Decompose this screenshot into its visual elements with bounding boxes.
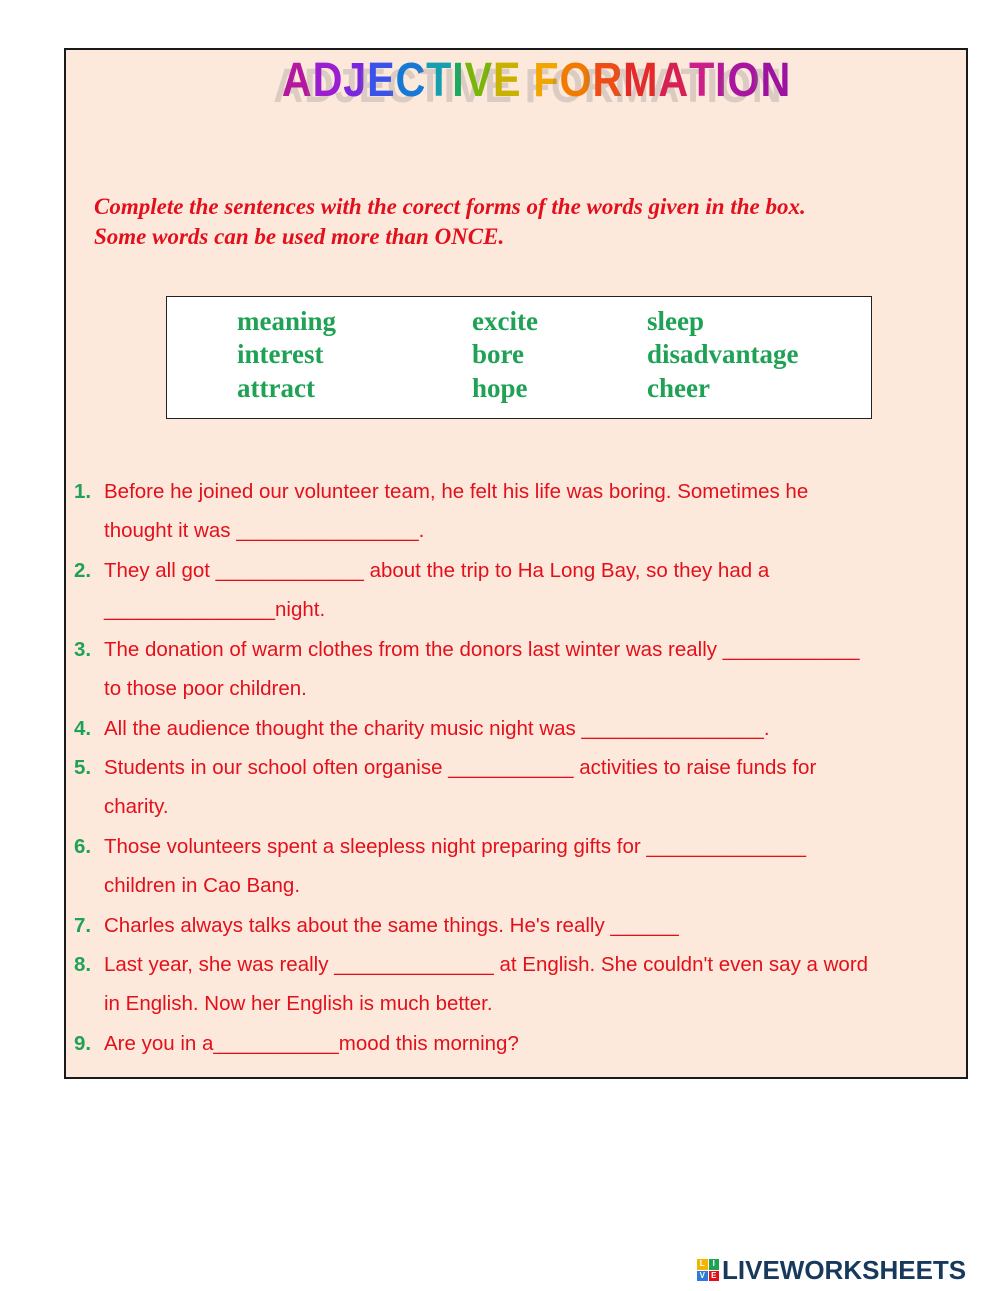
question-text: Students in our school often organise ___________ activities to raise funds for [104,756,817,779]
title-letter: T [689,54,716,107]
logo-square: E [709,1271,720,1282]
word-item: sleep [647,306,704,336]
title-letter: C [395,54,427,107]
word-item: excite [472,306,538,336]
title-letter: I [715,54,728,107]
question-text: The donation of warm clothes from the donors last winter was really ____________ [104,638,860,661]
title-letter: T [426,54,453,107]
question-number: 2. [74,559,92,582]
page-title [134,52,908,110]
title-letter: M [623,54,659,107]
word-box [166,296,872,419]
question-text: charity. [104,795,169,818]
question-number: 9. [74,1032,92,1055]
question-text: _______________night. [104,598,326,621]
question-text: Last year, she was really ______________ at English. She couldn't even say a word [104,953,869,976]
word-item: hope [472,373,528,403]
brand-text: LIVEWORKSHEETS [722,1254,967,1285]
title-letter: E [492,54,522,107]
instructions [94,192,934,252]
title-letter: I [452,54,465,107]
question-text: in English. Now her English is much better. [104,992,493,1015]
title-letter: R [592,54,624,107]
question-text: They all got _____________ about the trip to Ha Long Bay, so they had a [104,559,770,582]
word-item: cheer [647,373,710,403]
logo-square: L [697,1259,708,1270]
liveworksheets-logo-icon [697,1259,719,1281]
question-number: 5. [74,756,92,779]
title-letter: N [760,54,792,107]
question-text: Those volunteers spent a sleepless night preparing gifts for ______________ [104,835,807,858]
title-letter: E [367,54,396,107]
logo-square: I [709,1259,720,1270]
title-letter: O [727,54,761,107]
worksheet-panel [64,48,968,1079]
title-letter: J [343,54,368,107]
question-number: 8. [74,953,92,976]
title-letter: F [533,54,560,107]
logo-square: V [697,1271,708,1282]
word-item: bore [472,339,524,369]
question-text: to those poor children. [104,677,307,700]
question-text: Charles always talks about the same things. He's really ______ [104,914,679,937]
title-letter: D [312,54,344,107]
title-letter: O [559,54,593,107]
liveworksheets-brand [697,1254,966,1286]
question-number: 4. [74,717,92,740]
question-number: 1. [74,480,92,503]
title-letter: A [658,54,690,107]
question-number: 3. [74,638,92,661]
instructions-line-1: Complete the sentences with the corect forms of the words given in the box. [94,194,806,219]
question-number: 6. [74,835,92,858]
question-number: 7. [74,914,92,937]
word-item: disadvantage [647,339,799,369]
question-text: children in Cao Bang. [104,874,301,897]
word-item: meaning [237,306,337,336]
title-letter [521,52,533,110]
question-text: thought it was ________________. [104,519,425,542]
question-text: Before he joined our volunteer team, he felt his life was boring. Sometimes he [104,480,809,503]
question-text: All the audience thought the charity music night was ________________. [104,717,770,740]
question-text: Are you in a___________mood this morning? [104,1032,519,1055]
title-letter: A [281,54,313,107]
title-letter: V [464,54,493,107]
instructions-line-2: Some words can be used more than ONCE. [94,224,505,249]
word-item: interest [237,339,324,369]
word-item: attract [237,373,315,403]
